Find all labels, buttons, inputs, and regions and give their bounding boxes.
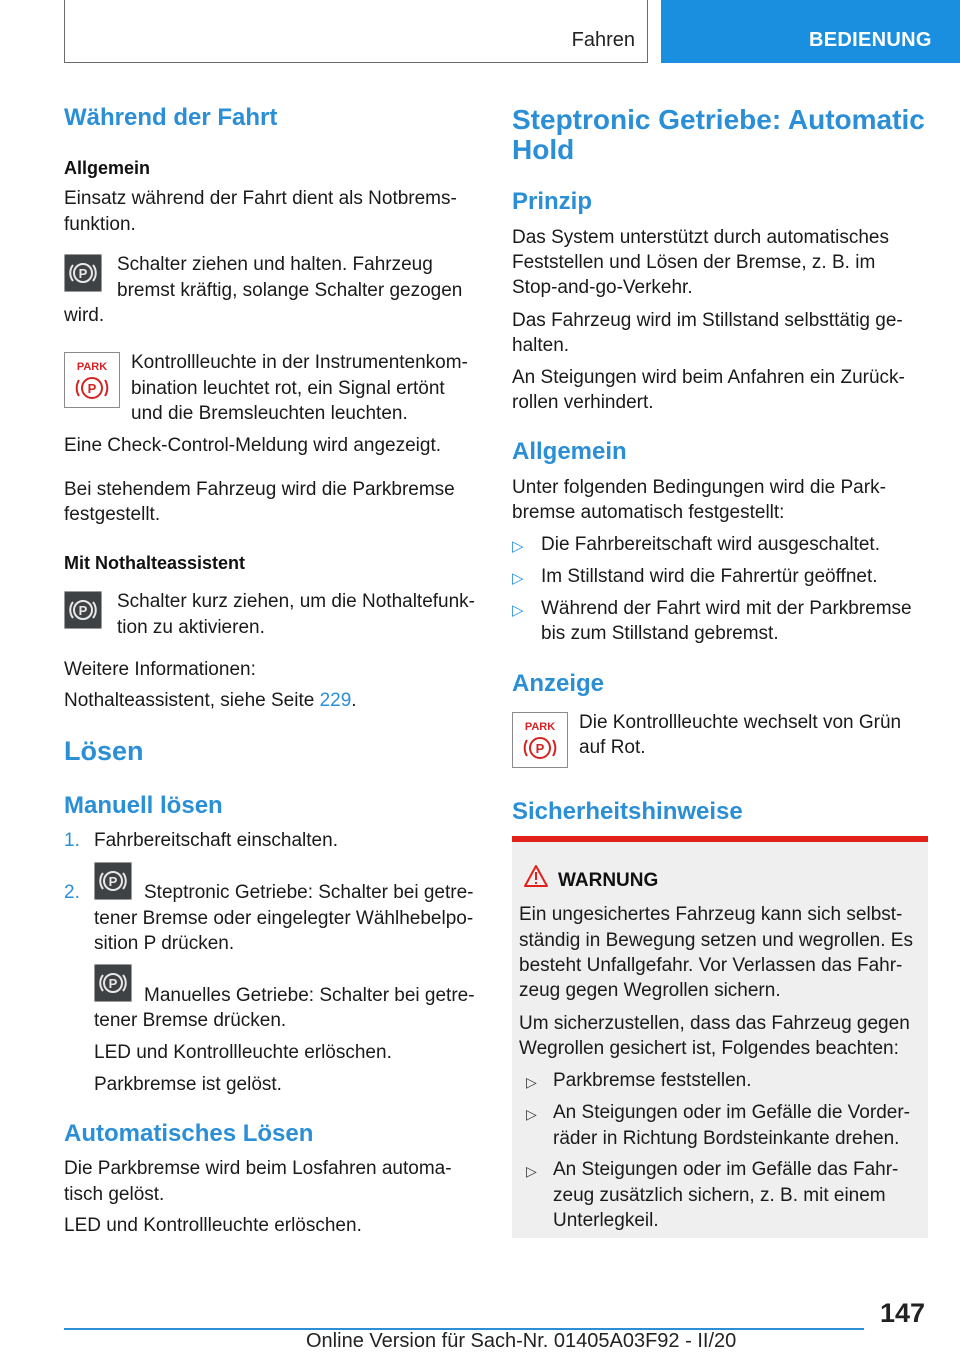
bullet-icon: ▷ bbox=[526, 1074, 537, 1090]
principle-text-2: Feststellen und Lösen der Bremse, z. B. im bbox=[512, 252, 876, 273]
more-info-text: Weitere Informationen: bbox=[64, 659, 256, 680]
parking-brake-switch-icon bbox=[64, 591, 102, 629]
general-text-1: Einsatz während der Fahrt dient als Notbrems- bbox=[64, 188, 457, 209]
condition-item-1: Die Fahrbereitschaft wird ausgeschaltet. bbox=[541, 534, 880, 555]
warning-text-1: Ein ungesichertes Fahrzeug kann sich selbst- bbox=[519, 904, 903, 925]
heading-principle: Prinzip bbox=[512, 188, 593, 215]
step-2-text-2: tener Bremse oder eingelegter Wählhebelpo- bbox=[94, 908, 474, 929]
heading-general-right: Allgemein bbox=[512, 438, 627, 465]
parking-brake-switch-icon bbox=[94, 964, 132, 1002]
check-control-text: Eine Check-Control-Meldung wird angezeigt. bbox=[64, 435, 442, 456]
header-section-label: Fahren bbox=[571, 29, 635, 51]
emergency-text-1: Schalter kurz ziehen, um die Nothaltefunk- bbox=[117, 591, 476, 612]
cross-reference-end: . bbox=[351, 690, 357, 711]
heading-during-drive: Während der Fahrt bbox=[64, 104, 278, 131]
warning-item-1: Parkbremse feststellen. bbox=[553, 1070, 752, 1091]
manual-gearbox-text-2: tener Bremse drücken. bbox=[94, 1010, 287, 1031]
warning-box bbox=[512, 836, 928, 1238]
svg-text:P: P bbox=[87, 381, 97, 396]
bullet-icon: ▷ bbox=[512, 570, 524, 587]
svg-text:PARK: PARK bbox=[524, 721, 556, 733]
cross-reference-text: Nothalteassistent, siehe Seite bbox=[64, 690, 320, 711]
heading-automatic-hold-1: Steptronic Getriebe: Automatic bbox=[512, 104, 925, 135]
step-2-text-3: sition P drücken. bbox=[94, 933, 235, 954]
principle-text-1: Das System unterstützt durch automatisches bbox=[512, 227, 889, 248]
pull-text-2: bremst kräftig, solange Schalter gezogen bbox=[117, 280, 463, 301]
svg-text:P: P bbox=[108, 874, 118, 889]
cross-reference bbox=[64, 688, 357, 713]
warning-item-3-2: zeug zusätzlich sichern, z. B. mit einem bbox=[553, 1185, 886, 1206]
condition-item-3: Während der Fahrt wird mit der Parkbremse bbox=[541, 598, 912, 619]
step-2-text-1: Steptronic Getriebe: Schalter bei getre- bbox=[144, 882, 474, 903]
heading-manual-release: Manuell lösen bbox=[64, 792, 223, 819]
bullet-icon: ▷ bbox=[526, 1163, 537, 1179]
svg-text:P: P bbox=[108, 976, 118, 991]
subheading-general: Allgemein bbox=[64, 158, 151, 178]
header-section-tab bbox=[64, 0, 648, 63]
general-text-2: funktion. bbox=[64, 214, 136, 235]
stationary-text-1: Bei stehendem Fahrzeug wird die Parkbremse bbox=[64, 479, 455, 500]
step-2-number: 2. bbox=[64, 882, 80, 903]
secure-text-1: Um sicherzustellen, dass das Fahrzeug gegen bbox=[519, 1013, 910, 1034]
step-1-text: Fahrbereitschaft einschalten. bbox=[94, 830, 338, 851]
slope-text-2: rollen verhindert. bbox=[512, 392, 654, 413]
slope-text-1: An Steigungen wird beim Anfahren ein Zurück- bbox=[512, 367, 905, 388]
principle-text-3: Stop-and-go-Verkehr. bbox=[512, 277, 693, 298]
manual-gearbox-text-1: Manuelles Getriebe: Schalter bei getre- bbox=[144, 985, 475, 1006]
auto-release-led-text: LED und Kontrollleuchte erlöschen. bbox=[64, 1215, 362, 1236]
auto-release-text-2: tisch gelöst. bbox=[64, 1184, 165, 1205]
svg-text:P: P bbox=[535, 741, 545, 756]
svg-text:PARK: PARK bbox=[76, 361, 108, 373]
auto-release-text-1: Die Parkbremse wird beim Losfahren automa- bbox=[64, 1158, 452, 1179]
warning-text-2: ständig in Bewegung setzen und wegrollen. Es bbox=[519, 930, 913, 951]
warning-item-2-1: An Steigungen oder im Gefälle die Vorder- bbox=[553, 1102, 910, 1123]
pull-text-1: Schalter ziehen und halten. Fahrzeug bbox=[117, 254, 433, 275]
page-number: 147 bbox=[880, 1298, 926, 1328]
parking-brake-switch-icon bbox=[94, 862, 132, 900]
led-off-text: LED und Kontrollleuchte erlöschen. bbox=[94, 1042, 392, 1063]
header-chapter-tab bbox=[661, 0, 960, 63]
control-light-text-3: und die Bremsleuchten leuchten. bbox=[131, 403, 408, 424]
svg-text:P: P bbox=[78, 603, 88, 618]
control-light-text-1: Kontrollleuchte in der Instrumentenkom- bbox=[131, 352, 468, 373]
conditions-text-1: Unter folgenden Bedingungen wird die Park- bbox=[512, 477, 886, 498]
pull-text-3: wird. bbox=[64, 305, 105, 326]
warning-text-3: besteht Unfallgefahr. Vor Verlassen das Fahr- bbox=[519, 955, 903, 976]
parking-brake-switch-icon bbox=[64, 254, 102, 292]
heading-release: Lösen bbox=[64, 736, 144, 766]
warning-item-2-2: räder in Richtung Bordsteinkante drehen. bbox=[553, 1128, 900, 1149]
stationary-text-2: festgestellt. bbox=[64, 504, 161, 525]
control-light-text-2: bination leuchtet rot, ein Signal ertönt bbox=[131, 378, 445, 399]
footer-online-version: Online Version für Sach-Nr. 01405A03F92 - II/20 bbox=[306, 1330, 737, 1352]
warning-text-4: zeug gegen Wegrollen sichern. bbox=[519, 980, 781, 1001]
warning-title: WARNUNG bbox=[558, 870, 659, 891]
park-warning-light-icon bbox=[512, 712, 568, 768]
subheading-emergency-assistant: Mit Nothalteassistent bbox=[64, 553, 246, 573]
page-link-229[interactable]: 229 bbox=[319, 690, 352, 711]
hold-text-1: Das Fahrzeug wird im Stillstand selbsttätig ge- bbox=[512, 310, 903, 331]
display-text-2: auf Rot. bbox=[579, 737, 646, 758]
bullet-icon: ▷ bbox=[512, 538, 524, 555]
step-1-number: 1. bbox=[64, 830, 80, 851]
condition-item-3-cont: bis zum Stillstand gebremst. bbox=[541, 623, 779, 644]
secure-text-2: Wegrollen gesichert ist, Folgendes beachten: bbox=[519, 1038, 899, 1059]
header-chapter-label: BEDIENUNG bbox=[809, 29, 932, 51]
heading-automatic-hold-2: Hold bbox=[512, 134, 575, 165]
bullet-icon: ▷ bbox=[526, 1106, 537, 1122]
heading-display: Anzeige bbox=[512, 670, 605, 697]
conditions-text-2: bremse automatisch festgestellt: bbox=[512, 502, 785, 523]
bullet-icon: ▷ bbox=[512, 602, 524, 619]
park-warning-light-icon bbox=[64, 352, 120, 408]
warning-item-3-1: An Steigungen oder im Gefälle das Fahr- bbox=[553, 1159, 899, 1180]
display-text-1: Die Kontrollleuchte wechselt von Grün bbox=[579, 712, 902, 733]
svg-text:P: P bbox=[78, 266, 88, 281]
brake-released-text: Parkbremse ist gelöst. bbox=[94, 1074, 282, 1095]
heading-safety: Sicherheitshinweise bbox=[512, 798, 743, 825]
hold-text-2: halten. bbox=[512, 335, 570, 356]
warning-triangle-icon bbox=[523, 864, 549, 893]
condition-item-2: Im Stillstand wird die Fahrertür geöffnet. bbox=[541, 566, 878, 587]
emergency-text-2: tion zu aktivieren. bbox=[117, 617, 265, 638]
warning-item-3-3: Unterlegkeil. bbox=[553, 1210, 659, 1231]
heading-automatic-release: Automatisches Lösen bbox=[64, 1120, 314, 1147]
